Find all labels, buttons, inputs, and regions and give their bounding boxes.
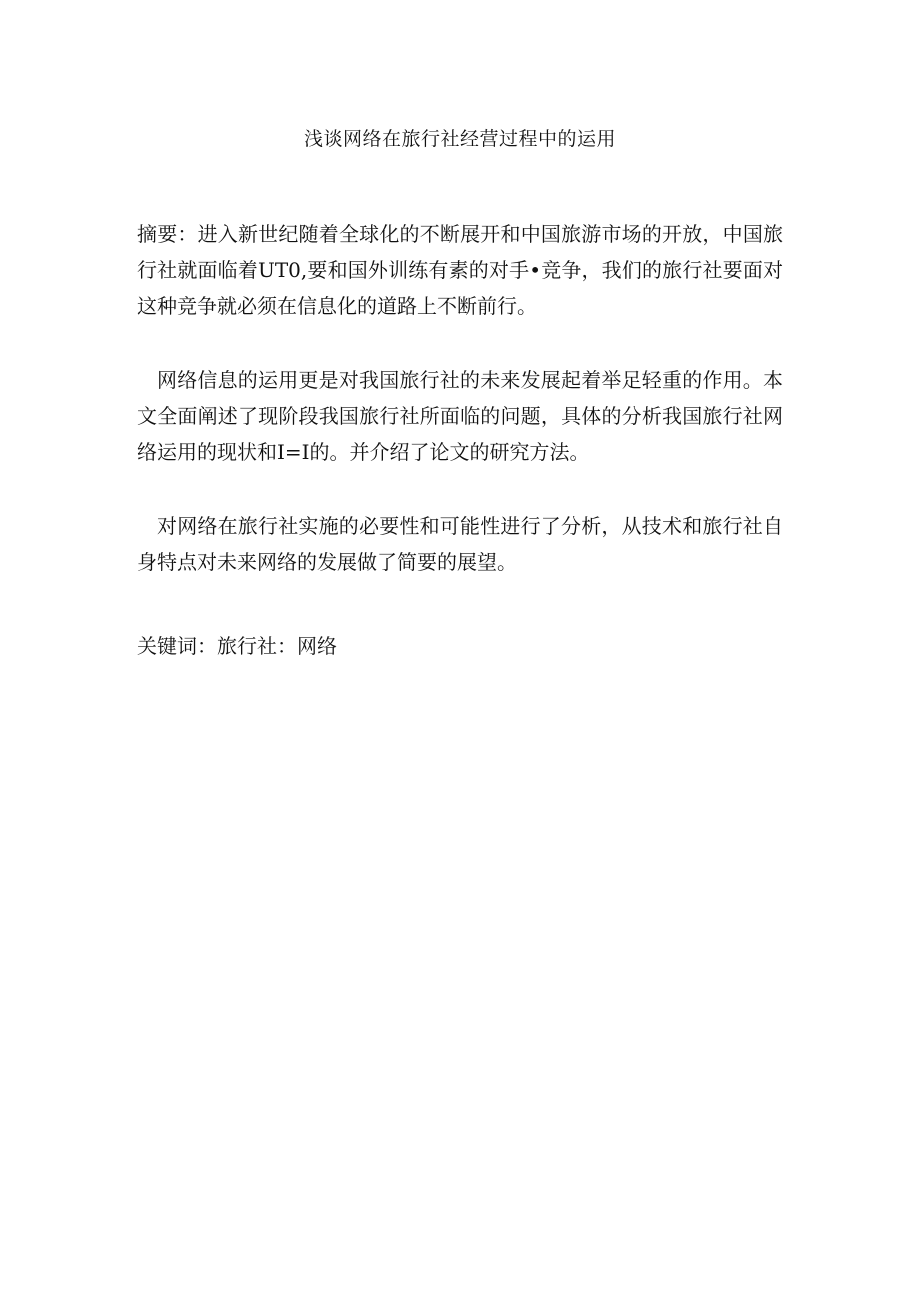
abstract-text: 进入新世纪随着全球化的不断展开和中国旅游市场的开放，中国旅行社就面临着UT0,要和国外训练有素的对手•竞争，我们的旅行社要面对这种竞争就必须在信息化的道路上不断前行。 bbox=[137, 222, 784, 318]
body-paragraph-3: 对网络在旅行社实施的必要性和可能性进行了分析，从技术和旅行社自身特点对未来网络的发展做了简要的展望。 bbox=[137, 514, 783, 574]
keywords-line bbox=[137, 628, 783, 664]
abstract-label: 摘要： bbox=[137, 222, 198, 246]
abstract-paragraph bbox=[137, 216, 783, 324]
keywords-text: 旅行社：网络 bbox=[217, 634, 337, 658]
body-paragraph-2: 网络信息的运用更是对我国旅行社的未来发展起着举足轻重的作用。本文全面阐述了现阶段我国旅行社所面临的问题，具体的分析我国旅行社网络运用的现状和I=I的。并介绍了论文的研究方法。 bbox=[137, 368, 783, 464]
document-title: 浅谈网络在旅行社经营过程中的运用 bbox=[303, 128, 616, 150]
keywords-label: 关键词： bbox=[137, 634, 217, 658]
